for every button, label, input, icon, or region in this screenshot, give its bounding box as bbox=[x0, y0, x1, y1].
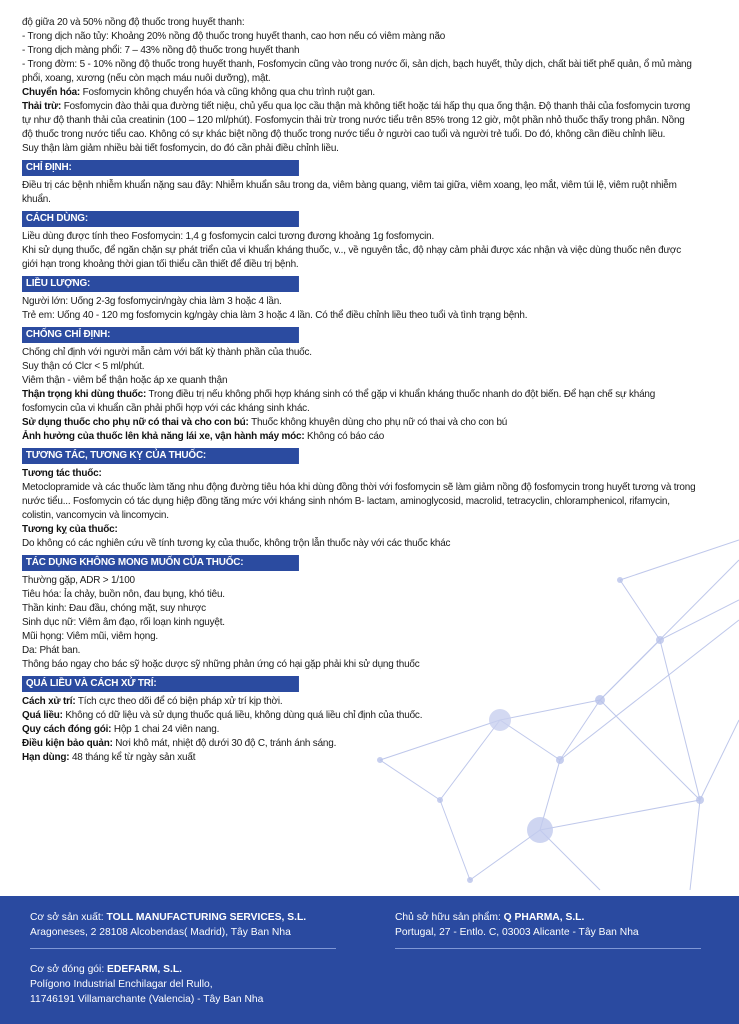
section-heading-chong-chi-dinh: CHỐNG CHỈ ĐỊNH: bbox=[22, 327, 299, 343]
paragraph bbox=[22, 467, 698, 481]
owner-label: Chủ sở hữu sản phẩm: bbox=[395, 912, 501, 923]
field-label: Sử dụng thuốc cho phụ nữ có thai và cho con bú: bbox=[22, 417, 249, 428]
paragraph: - Trong dịch màng phổi: 7 – 43% nồng độ thuốc trong huyết thanh bbox=[22, 45, 300, 56]
field-text: Không có báo cáo bbox=[304, 431, 385, 442]
paragraph bbox=[22, 100, 698, 142]
paragraph: Da: Phát ban. bbox=[22, 645, 81, 656]
field-label: Thải trừ: bbox=[22, 101, 62, 112]
packager-address-line2: 11746191 Villamarchante (Valencia) - Tây Ban Nha bbox=[30, 994, 264, 1005]
leaflet-body bbox=[22, 16, 698, 765]
owner-block bbox=[395, 910, 639, 940]
paragraph: Suy thận làm giảm nhiều bài tiết fosfomycin, do đó cần phải điều chỉnh liều. bbox=[22, 143, 339, 154]
paragraph: Tiêu hóa: Ỉa chảy, buồn nôn, đau bụng, khó tiêu. bbox=[22, 589, 225, 600]
section-heading-tac-dung: TÁC DỤNG KHÔNG MONG MUỐN CỦA THUỐC: bbox=[22, 555, 299, 571]
company-footer bbox=[0, 896, 739, 1024]
paragraph: - Trong đờm: 5 - 10% nồng độ thuốc trong huyết thanh, Fosfomycin cũng vào trong nước ối, sản dịch, bạch huyết, thủy dịch, chất bài tiết phế quản, ổ mủ màng phổi, xoang, xương (nếu còn mạch máu nuôi dưỡng), mật. bbox=[22, 59, 692, 84]
section-heading-qua-lieu: QUÁ LIỀU VÀ CÁCH XỬ TRÍ: bbox=[22, 676, 299, 692]
owner-address: Portugal, 27 - Entlo. C, 03003 Alicante - Tây Ban Nha bbox=[395, 927, 639, 938]
paragraph: Mũi họng: Viêm mũi, viêm họng. bbox=[22, 631, 158, 642]
paragraph: Chống chỉ định với người mẫn cảm với bất kỳ thành phần của thuốc. bbox=[22, 347, 312, 358]
paragraph: Suy thận có Clcr < 5 ml/phút. bbox=[22, 361, 145, 372]
paragraph: Do không có các nghiên cứu về tính tương kỵ của thuốc, không trộn lẫn thuốc này với các thuốc khác bbox=[22, 538, 451, 549]
paragraph bbox=[22, 723, 698, 737]
paragraph: Người lớn: Uống 2-3g fosfomycin/ngày chia làm 3 hoặc 4 lần. bbox=[22, 296, 282, 307]
divider bbox=[30, 948, 336, 949]
owner-name: Q PHARMA, S.L. bbox=[500, 912, 585, 923]
paragraph bbox=[22, 430, 698, 444]
field-label: Quá liều: bbox=[22, 710, 63, 721]
paragraph bbox=[22, 709, 698, 723]
field-label: Quy cách đóng gói: bbox=[22, 724, 112, 735]
paragraph: Viêm thận - viêm bể thận hoặc áp xe quanh thận bbox=[22, 375, 228, 386]
field-text: Trong điều trị nếu không phối hợp kháng sinh có thể gặp vi khuẩn kháng thuốc nhanh do đột biến. Để hạn chế sự kháng fosfomycin của vi khuẩn cần phải phối hợp với các kháng sinh khác. bbox=[22, 389, 656, 414]
field-label: Thận trọng khi dùng thuốc: bbox=[22, 389, 147, 400]
paragraph: Điều trị các bệnh nhiễm khuẩn nặng sau đây: Nhiễm khuẩn sâu trong da, viêm bàng quang, viêm tai giữa, viêm xoang, lẹo mắt, viêm túi lệ, viêm ruột nhiễm khuẩn. bbox=[22, 180, 677, 205]
paragraph: Khi sử dụng thuốc, để ngăn chặn sự phát triển của vi khuẩn kháng thuốc, v.., về nguyên tắc, độ nhạy cảm phải được xác nhận và việc dùng thuốc nên được giới hạn trong khoảng thời gian tối thiểu cần thiết để điều trị bệnh. bbox=[22, 245, 682, 270]
paragraph: độ giữa 20 và 50% nồng độ thuốc trong huyết thanh: bbox=[22, 17, 245, 28]
field-label: Cách xử trí: bbox=[22, 696, 76, 707]
paragraph bbox=[22, 523, 698, 537]
packager-name: EDEFARM, S.L. bbox=[104, 964, 182, 975]
field-text: Hộp 1 chai 24 viên nang. bbox=[111, 724, 220, 735]
packager-address-line1: Polígono Industrial Enchilagar del Rullo, bbox=[30, 979, 213, 990]
field-text: Tích cực theo dõi để có biện pháp xử trí kịp thời. bbox=[75, 696, 283, 707]
section-heading-cach-dung: CÁCH DÙNG: bbox=[22, 211, 299, 227]
field-text: Nơi khô mát, nhiệt độ dưới 30 độ C, tránh ánh sáng. bbox=[112, 738, 337, 749]
field-text: Fosfomycin không chuyển hóa và cũng không qua chu trình ruột gan. bbox=[80, 87, 375, 98]
manufacturer-label: Cơ sở sản xuất: bbox=[30, 912, 104, 923]
field-label: Hạn dùng: bbox=[22, 752, 70, 763]
field-label: Chuyển hóa: bbox=[22, 87, 81, 98]
paragraph: - Trong dịch não tủy: Khoảng 20% nồng độ thuốc trong huyết thanh, cao hơn nếu có viêm màng não bbox=[22, 31, 446, 42]
paragraph: Liều dùng được tính theo Fosfomycin: 1,4 g fosfomycin calci tương đương khoảng 1g fosfomycin. bbox=[22, 231, 435, 242]
field-label: Tương kỵ của thuốc: bbox=[22, 524, 118, 535]
field-text: 48 tháng kể từ ngày sản xuất bbox=[69, 752, 196, 763]
paragraph: Trẻ em: Uống 40 - 120 mg fosfomycin kg/ngày chia làm 3 hoặc 4 lần. Có thể điều chỉnh liều theo tuổi và tình trạng bệnh. bbox=[22, 310, 528, 321]
packager-label: Cơ sở đóng gói: bbox=[30, 964, 105, 975]
manufacturer-block bbox=[30, 910, 306, 940]
paragraph bbox=[22, 388, 698, 416]
packager-block bbox=[30, 962, 263, 1007]
paragraph: Metoclopramide và các thuốc làm tăng nhu động đường tiêu hóa khi dùng đồng thời với fosfomycin sẽ làm giảm nồng độ fosfomycin trong huyết tương và trong nước tiểu... Fosfomycin có tác dụng hiệp đồng tăng mức với kháng sinh nhóm B- lactam, aminoglycosid, macrolid, tetracyclin, chloramphenicol, rifamycin, colistin, vancomycin và lincomycin. bbox=[22, 482, 696, 521]
field-text: Fosfomycin đào thải qua đường tiết niệu, chủ yếu qua lọc cầu thận mà không tiết hoặc tái hấp thụ qua ống thận. Độ thanh thải của fosfomycin tương tự như độ thanh thải của creatinin (100 – 120 ml/phút). Fosfomycin thải trừ trong nước tiểu trên 85% trong 12 giờ, một phần nhỏ thuốc thấy trong phân. Nồng độ thuốc trong nước tiểu cao. Không có sự khác biệt nồng độ thuốc trong nước tiểu ở người cao tuổi và người trẻ tuổi. Do đó, không cần điều chỉnh liều. bbox=[22, 101, 691, 140]
paragraph bbox=[22, 416, 698, 430]
field-text: Thuốc không khuyên dùng cho phụ nữ có thai và cho con bú bbox=[248, 417, 508, 428]
paragraph: Sinh dục nữ: Viêm âm đạo, rối loạn kinh nguyệt. bbox=[22, 617, 225, 628]
field-text: Không có dữ liệu và sử dụng thuốc quá liều, không dùng quá liều chỉ định của thuốc. bbox=[62, 710, 423, 721]
field-label: Điều kiện bảo quản: bbox=[22, 738, 113, 749]
field-label: Ảnh hưởng của thuốc lên khả năng lái xe, vận hành máy móc: bbox=[22, 431, 305, 442]
paragraph bbox=[22, 751, 698, 765]
divider bbox=[395, 948, 701, 949]
section-heading-tuong-tac: TƯƠNG TÁC, TƯƠNG KỴ CỦA THUỐC: bbox=[22, 448, 299, 464]
manufacturer-address: Aragoneses, 2 28108 Alcobendas( Madrid), Tây Ban Nha bbox=[30, 927, 291, 938]
field-label: Tương tác thuốc: bbox=[22, 468, 102, 479]
paragraph bbox=[22, 737, 698, 751]
manufacturer-name: TOLL MANUFACTURING SERVICES, S.L. bbox=[103, 912, 307, 923]
section-heading-lieu-luong: LIỀU LƯỢNG: bbox=[22, 276, 299, 292]
paragraph: Thông báo ngay cho bác sỹ hoặc dược sỹ những phản ứng có hại gặp phải khi sử dụng thuốc bbox=[22, 659, 420, 670]
paragraph bbox=[22, 86, 698, 100]
paragraph: Thần kinh: Đau đầu, chóng mặt, suy nhược bbox=[22, 603, 206, 614]
paragraph: Thường gặp, ADR > 1/100 bbox=[22, 575, 135, 586]
section-heading-chi-dinh: CHỈ ĐỊNH: bbox=[22, 160, 299, 176]
paragraph bbox=[22, 695, 698, 709]
